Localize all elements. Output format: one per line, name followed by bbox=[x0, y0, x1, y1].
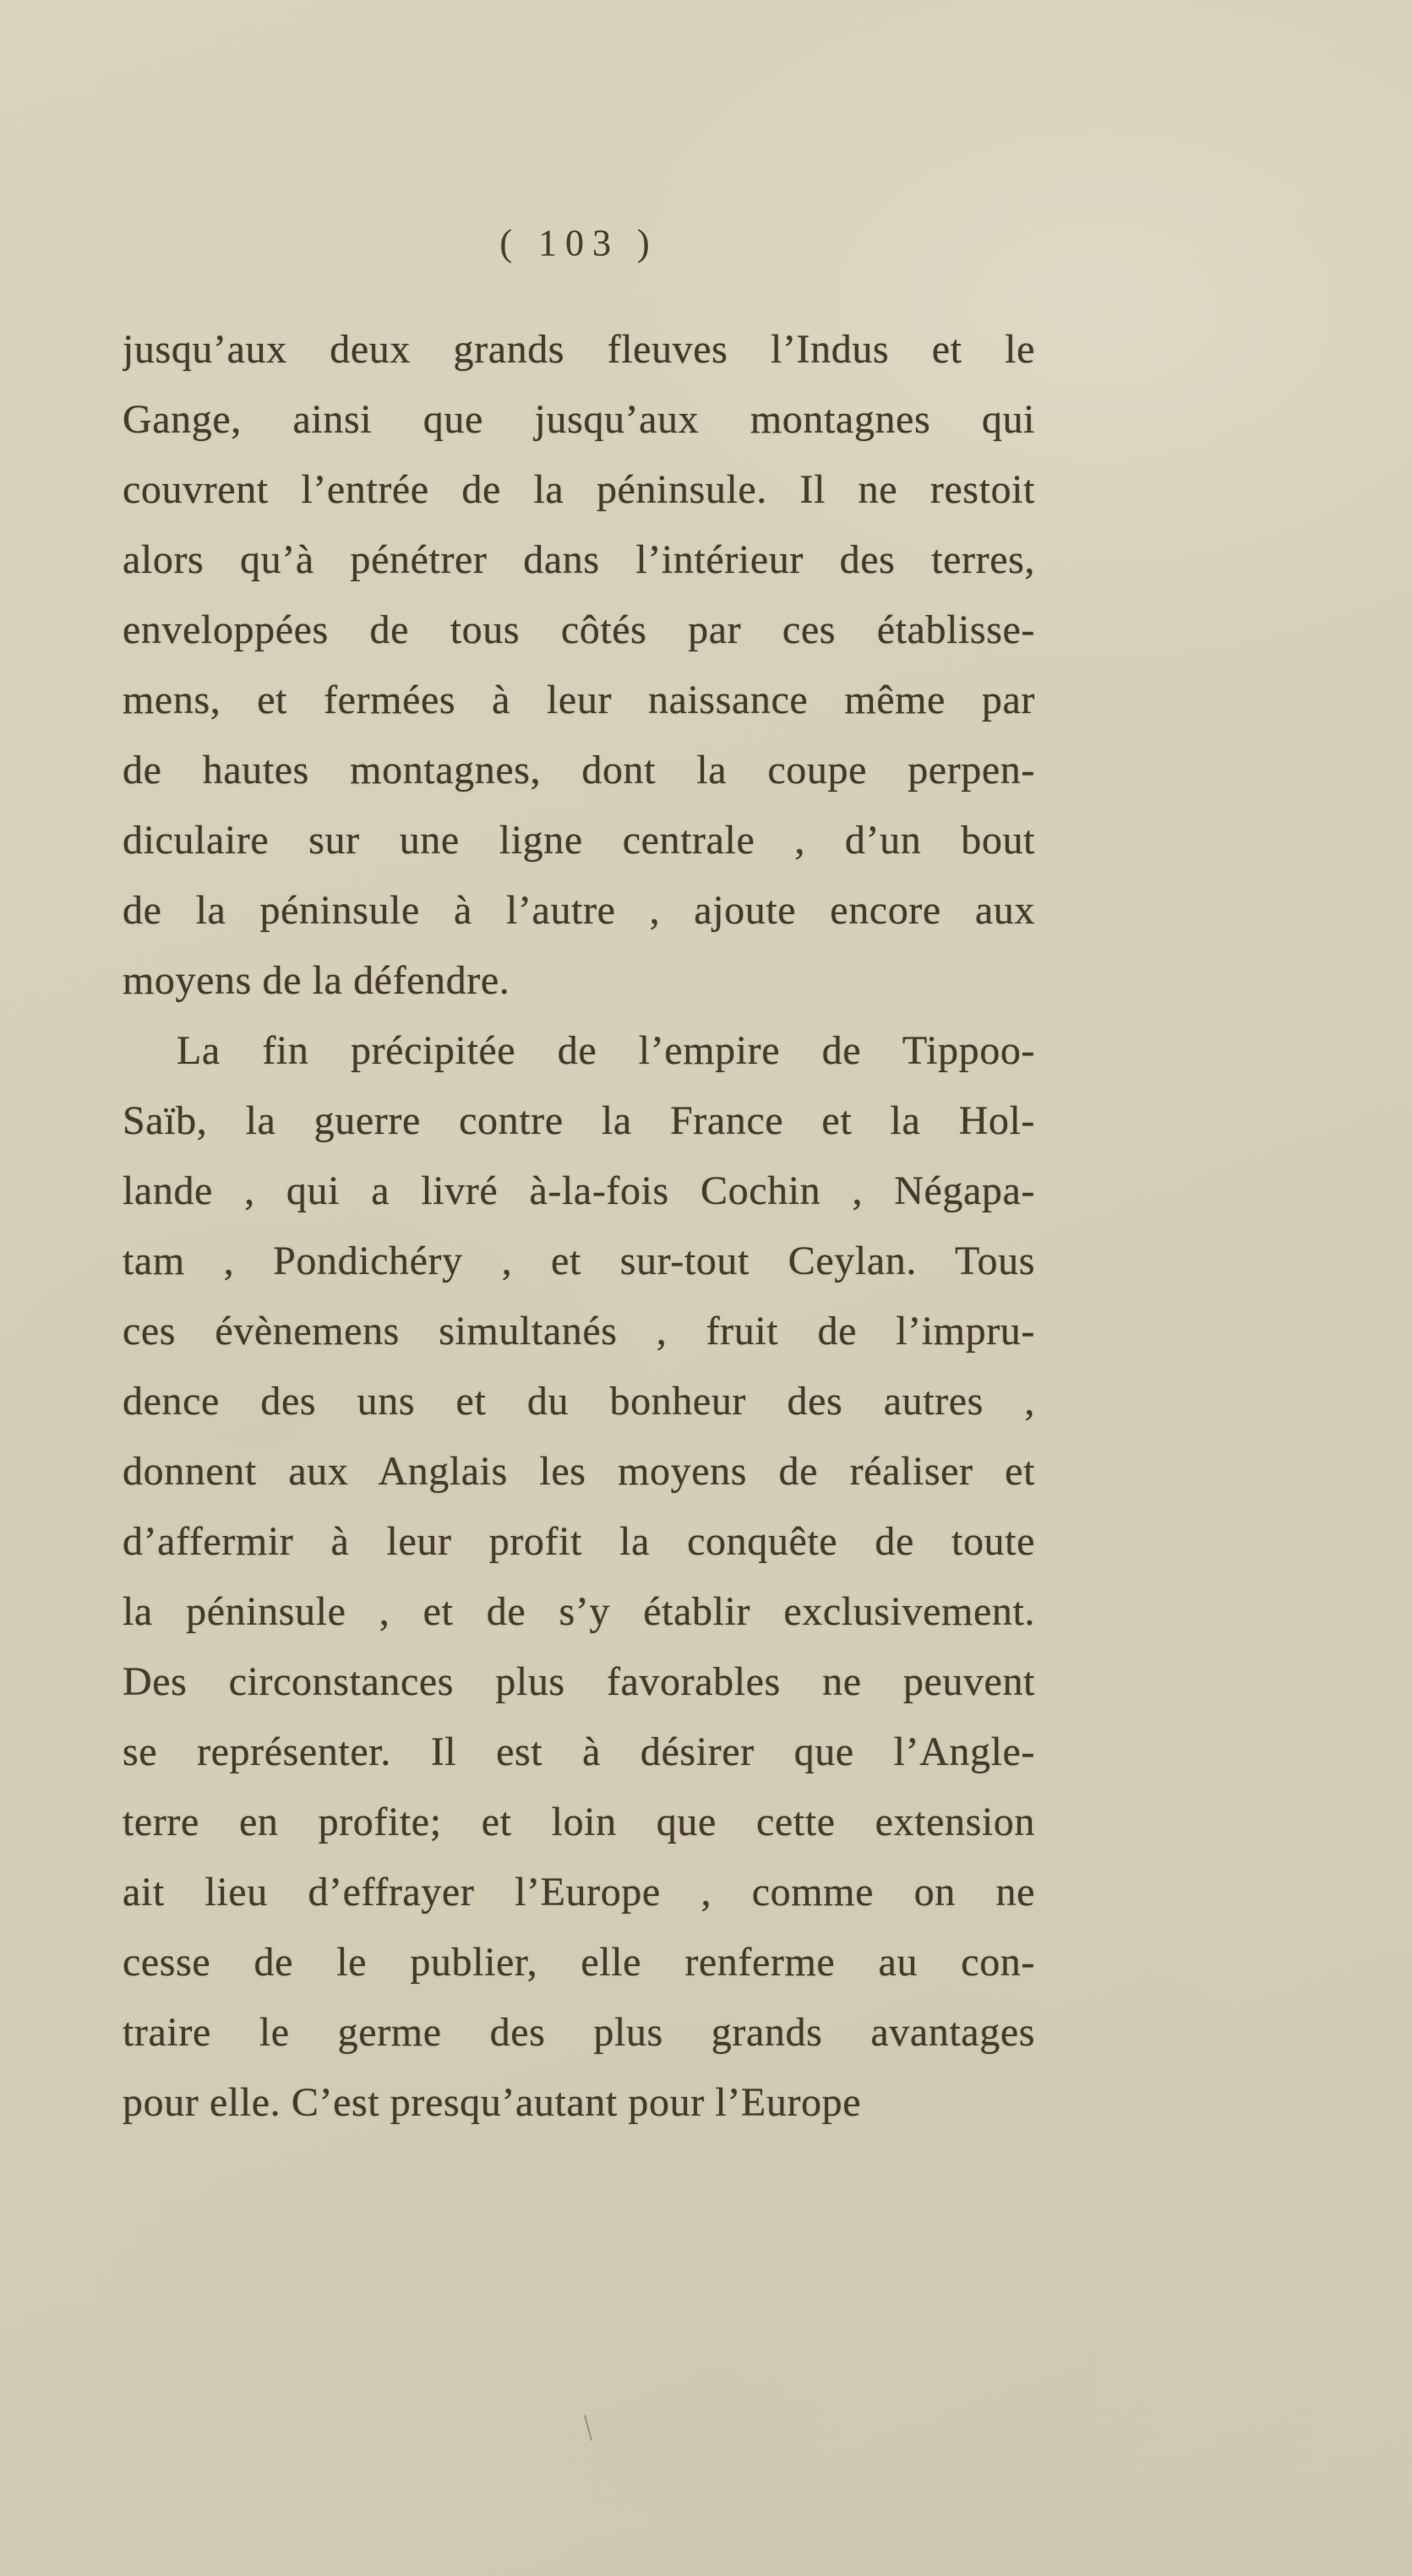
text-line: traire le germe des plus grands avantages bbox=[123, 2010, 1035, 2055]
text-line: tam , Pondichéry , et sur-tout Ceylan. Tous bbox=[123, 1239, 1035, 1283]
text-line: ces évènemens simultanés , fruit de l’impru- bbox=[123, 1309, 1035, 1353]
text-line: enveloppées de tous côtés par ces établisse- bbox=[123, 607, 1035, 652]
stray-ink-mark: \ bbox=[581, 2406, 595, 2449]
text-line: de hautes montagnes, dont la coupe perpen- bbox=[123, 748, 1035, 792]
text-line: ait lieu d’effrayer l’Europe , comme on ne bbox=[123, 1870, 1035, 1914]
text-line: moyens de la défendre. bbox=[123, 958, 510, 1003]
text-line: la péninsule , et de s’y établir exclusivement. bbox=[123, 1589, 1035, 1634]
text-line: donnent aux Anglais les moyens de réaliser et bbox=[123, 1449, 1035, 1494]
text-line: d’affermir à leur profit la conquête de toute bbox=[123, 1519, 1035, 1564]
page-text bbox=[123, 314, 1035, 2138]
text-line: pour elle. C’est presqu’autant pour l’Europe bbox=[123, 2080, 862, 2125]
text-line: Gange, ainsi que jusqu’aux montagnes qui bbox=[123, 397, 1035, 442]
page-number: ( 103 ) bbox=[499, 222, 658, 264]
text-line: se représenter. Il est à désirer que l’Angle- bbox=[123, 1729, 1035, 1774]
text-line: Des circonstances plus favorables ne peuvent bbox=[123, 1659, 1035, 1704]
text-line: de la péninsule à l’autre , ajoute encore aux bbox=[123, 888, 1035, 933]
text-line: diculaire sur une ligne centrale , d’un bout bbox=[123, 818, 1035, 863]
text-line: mens, et fermées à leur naissance même par bbox=[123, 678, 1035, 722]
text-line: couvrent l’entrée de la péninsule. Il ne restoit bbox=[123, 467, 1035, 512]
text-line: jusqu’aux deux grands fleuves l’Indus et le bbox=[123, 327, 1035, 372]
text-line: lande , qui a livré à-la-fois Cochin , Négapa- bbox=[123, 1168, 1035, 1213]
text-line: La fin précipitée de l’empire de Tippoo- bbox=[177, 1028, 1035, 1073]
text-line: terre en profite; et loin que cette extension bbox=[123, 1800, 1035, 1844]
text-line: Saïb, la guerre contre la France et la Hol- bbox=[123, 1098, 1035, 1143]
text-line: cesse de le publier, elle renferme au con- bbox=[123, 1940, 1035, 1985]
text-line: alors qu’à pénétrer dans l’intérieur des terres, bbox=[123, 537, 1035, 582]
text-line: dence des uns et du bonheur des autres , bbox=[123, 1379, 1035, 1424]
